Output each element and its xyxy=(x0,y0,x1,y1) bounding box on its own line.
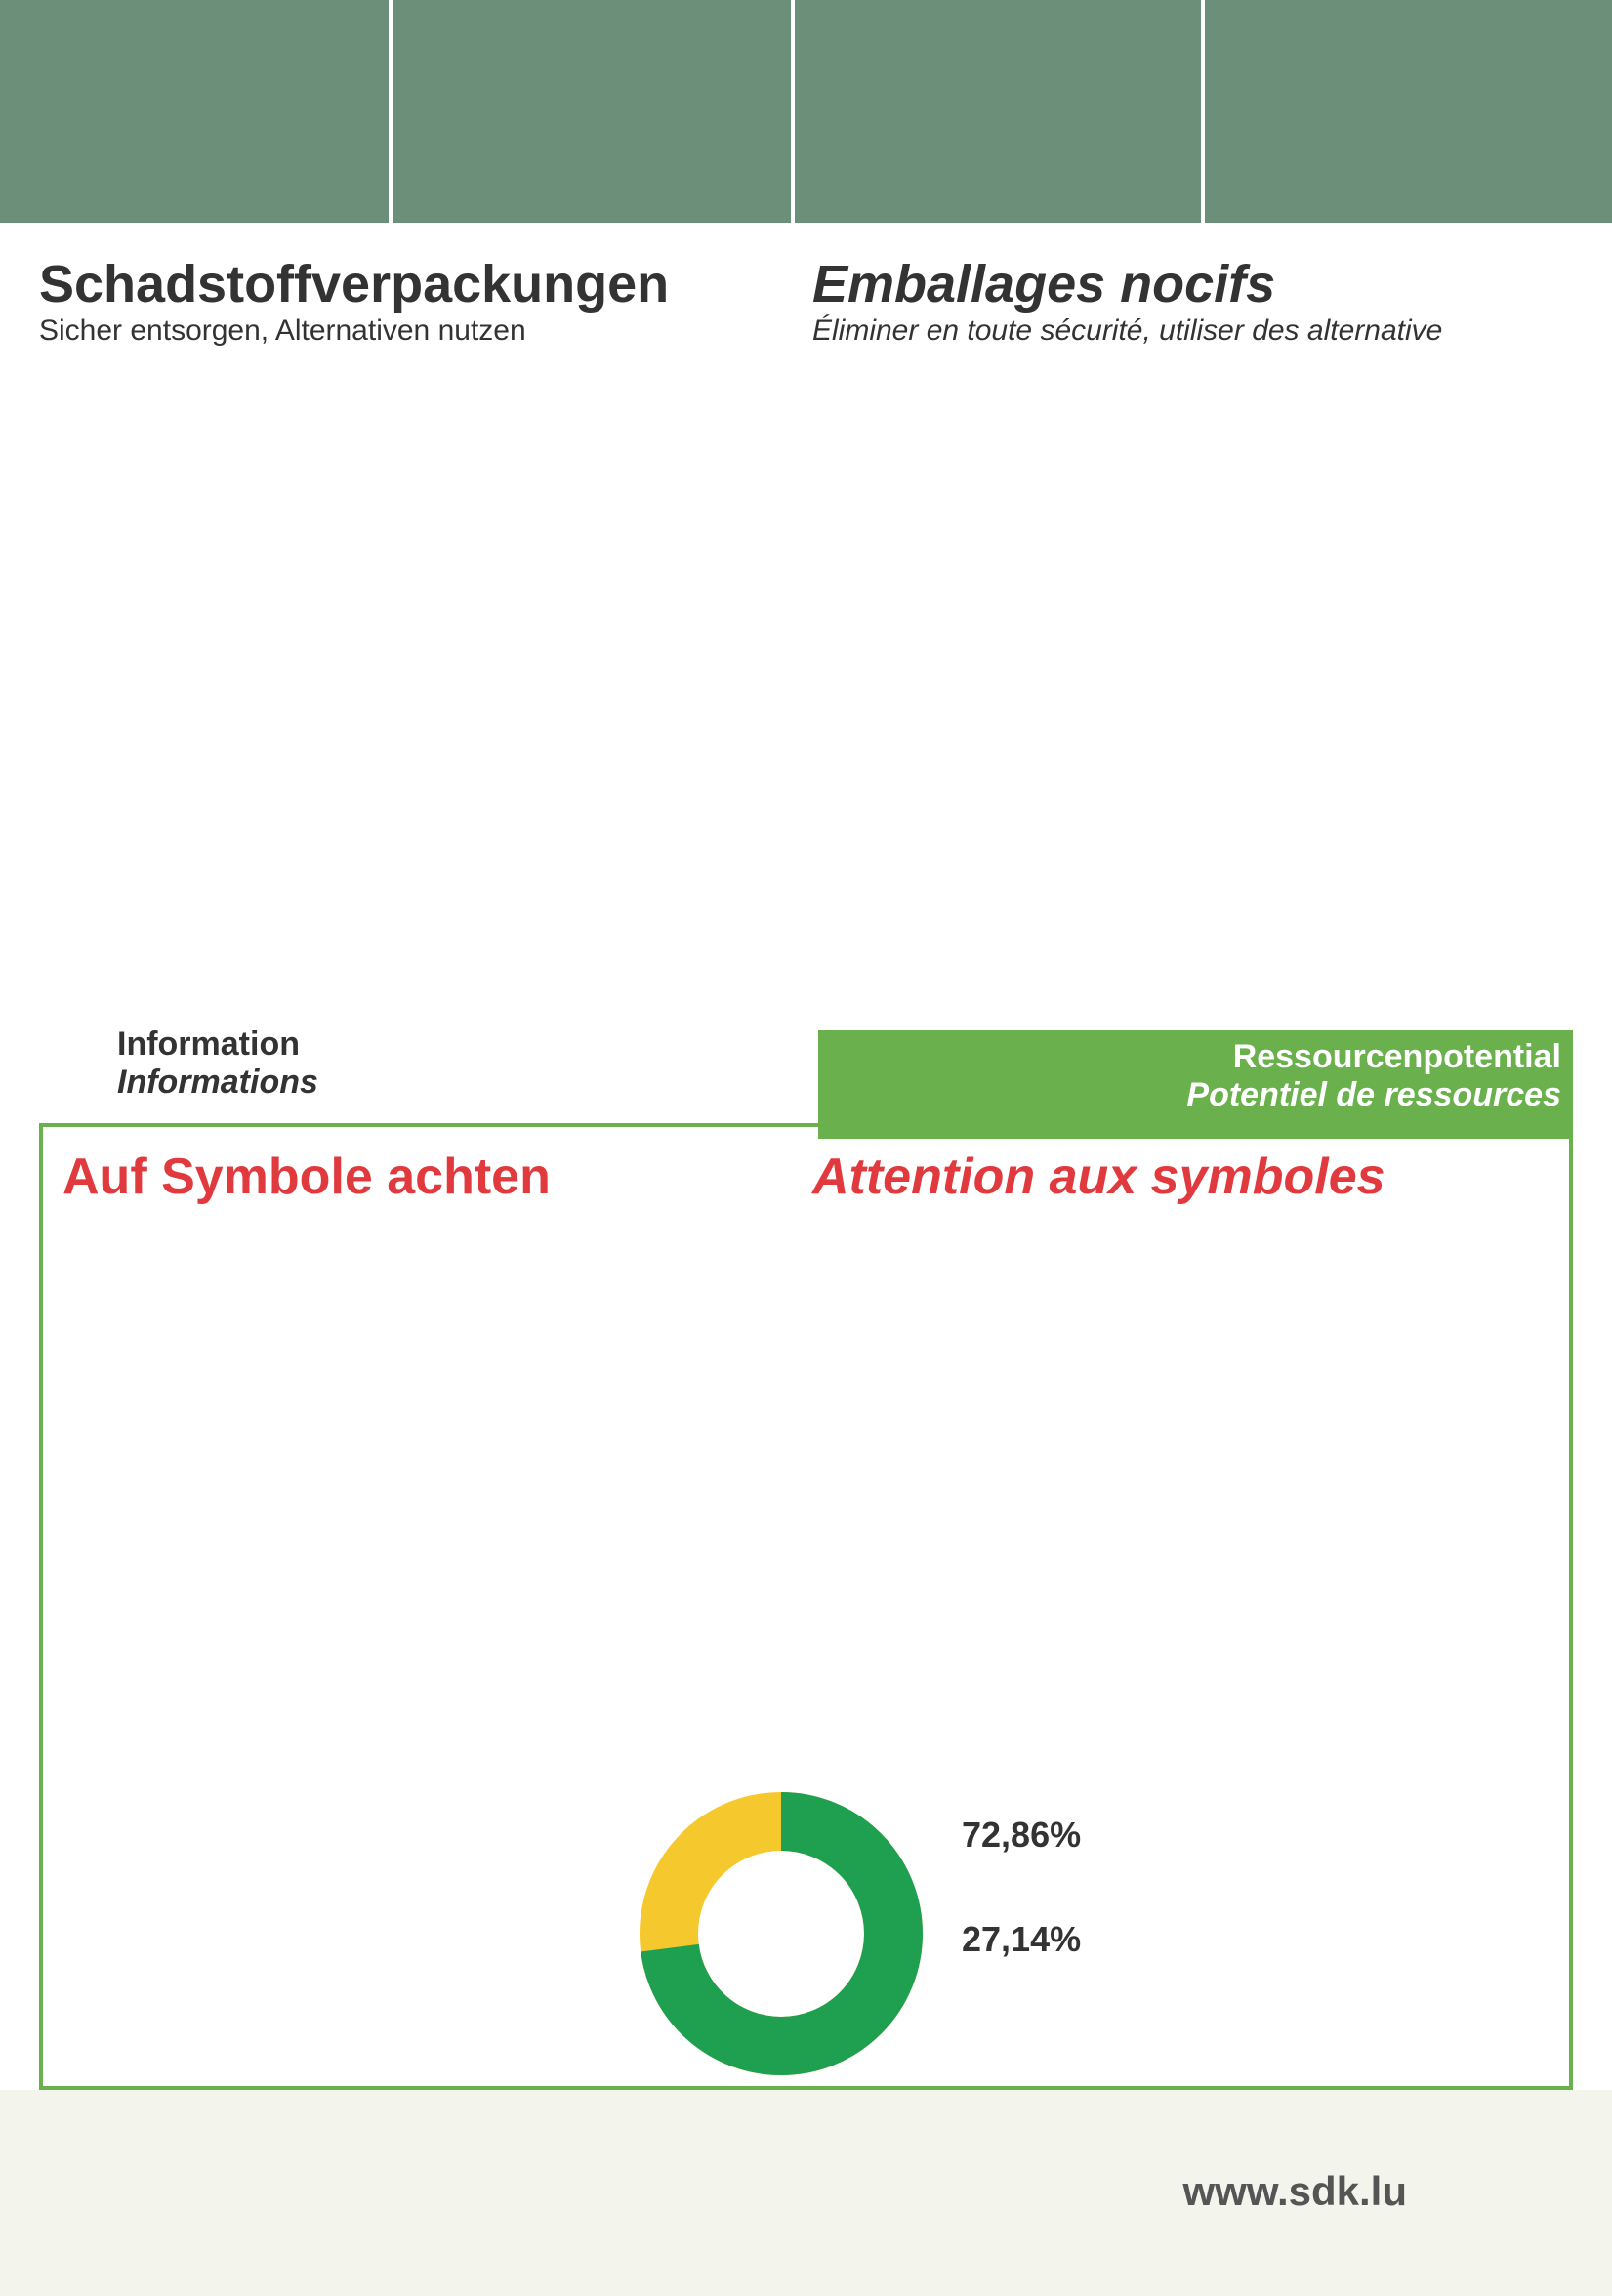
site-link[interactable]: www.sdk.lu xyxy=(1182,2168,1407,2214)
res-fr: Potentiel de ressources xyxy=(1186,1076,1561,1113)
subtitle-fr: Éliminer en toute sécurité, utiliser des alternative xyxy=(812,314,1443,347)
symbols-fr: Attention aux symboles xyxy=(812,1148,1385,1205)
stat-b: 27,14% xyxy=(962,1919,1082,1959)
donut-chart xyxy=(630,1782,932,2085)
stat-a: 72,86% xyxy=(962,1815,1082,1855)
symbols-de: Auf Symbole achten xyxy=(62,1148,551,1205)
title-de: Schadstoffverpackungen xyxy=(39,255,670,313)
subtitle-de: Sicher entsorgen, Alternativen nutzen xyxy=(39,314,526,347)
title-fr: Emballages nocifs xyxy=(812,255,1276,313)
info-fr: Informations xyxy=(117,1064,318,1101)
info-de: Information xyxy=(117,1025,300,1063)
res-de: Ressourcenpotential xyxy=(1232,1038,1561,1075)
